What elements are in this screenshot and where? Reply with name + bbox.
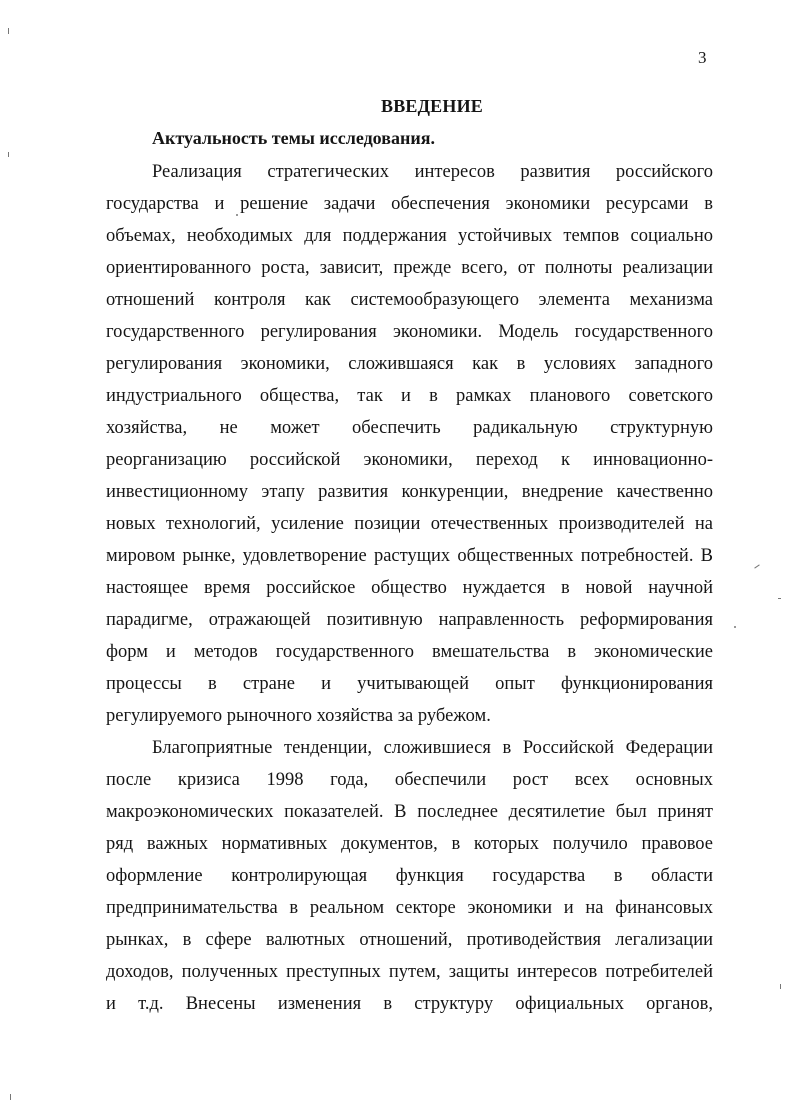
paragraph-line: парадигме, отражающей позитивную направленность реформирования [106, 610, 713, 630]
paragraph-line: Реализация стратегических интересов развития российского [152, 162, 713, 182]
scan-speck [754, 564, 759, 568]
section-subtitle: Актуальность темы исследования. [152, 128, 435, 148]
paragraph-line: мировом рынке, удовлетворение растущих общественных потребностей. В [106, 546, 713, 566]
scan-speck [8, 28, 9, 34]
paragraph-line: рынках, в сфере валютных отношений, противодействия легализации [106, 930, 713, 950]
paragraph-line: регулирования экономики, сложившаяся как в условиях западного [106, 354, 713, 374]
paragraph-line: государственного регулирования экономики. Модель государственного [106, 322, 713, 342]
paragraph-line: индустриального общества, так и в рамках планового советского [106, 386, 713, 406]
paragraph-line: государства и решение задачи обеспечения экономики ресурсами в [106, 194, 713, 214]
scan-speck [10, 1094, 11, 1100]
page-title: ВВЕДЕНИЕ [380, 96, 483, 116]
paragraph-line: инвестиционному этапу развития конкуренции, внедрение качественно [106, 482, 713, 502]
paragraph-line: регулируемого рыночного хозяйства за рубежом. [106, 706, 491, 726]
paragraph-line: объемах, необходимых для поддержания устойчивых темпов социально [106, 226, 713, 246]
scan-speck [780, 984, 781, 989]
scan-speck [8, 152, 9, 157]
page-number: 3 [698, 48, 707, 67]
paragraph-line: настоящее время российское общество нуждается в новой научной [106, 578, 713, 598]
paragraph-line: форм и методов государственного вмешательства в экономические [106, 642, 713, 662]
scan-speck [778, 598, 781, 599]
paragraph-line: и т.д. Внесены изменения в структуру официальных органов, [106, 994, 713, 1014]
paragraph-line: доходов, полученных преступных путем, защиты интересов потребителей [106, 962, 713, 982]
paragraph-line: процессы в стране и учитывающей опыт функционирования [106, 674, 713, 694]
paragraph-line: Благоприятные тенденции, сложившиеся в Российской Федерации [152, 738, 713, 758]
paragraph-line: отношений контроля как системообразующего элемента механизма [106, 290, 713, 310]
paragraph-line: хозяйства, не может обеспечить радикальную структурную [106, 418, 713, 438]
scan-speck [236, 214, 238, 216]
paragraph-line: новых технологий, усиление позиции отечественных производителей на [106, 514, 713, 534]
paragraph-line: после кризиса 1998 года, обеспечили рост всех основных [106, 770, 713, 790]
paragraph-line: предпринимательства в реальном секторе экономики и на финансовых [106, 898, 713, 918]
paragraph-line: оформление контролирующая функция государства в области [106, 866, 713, 886]
paragraph-line: ряд важных нормативных документов, в которых получило правовое [106, 834, 713, 854]
scan-speck [734, 626, 736, 628]
paragraph-line: ориентированного роста, зависит, прежде всего, от полноты реализации [106, 258, 713, 278]
paragraph-line: макроэкономических показателей. В последнее десятилетие был принят [106, 802, 713, 822]
paragraph-line: реорганизацию российской экономики, переход к инновационно- [106, 450, 713, 470]
